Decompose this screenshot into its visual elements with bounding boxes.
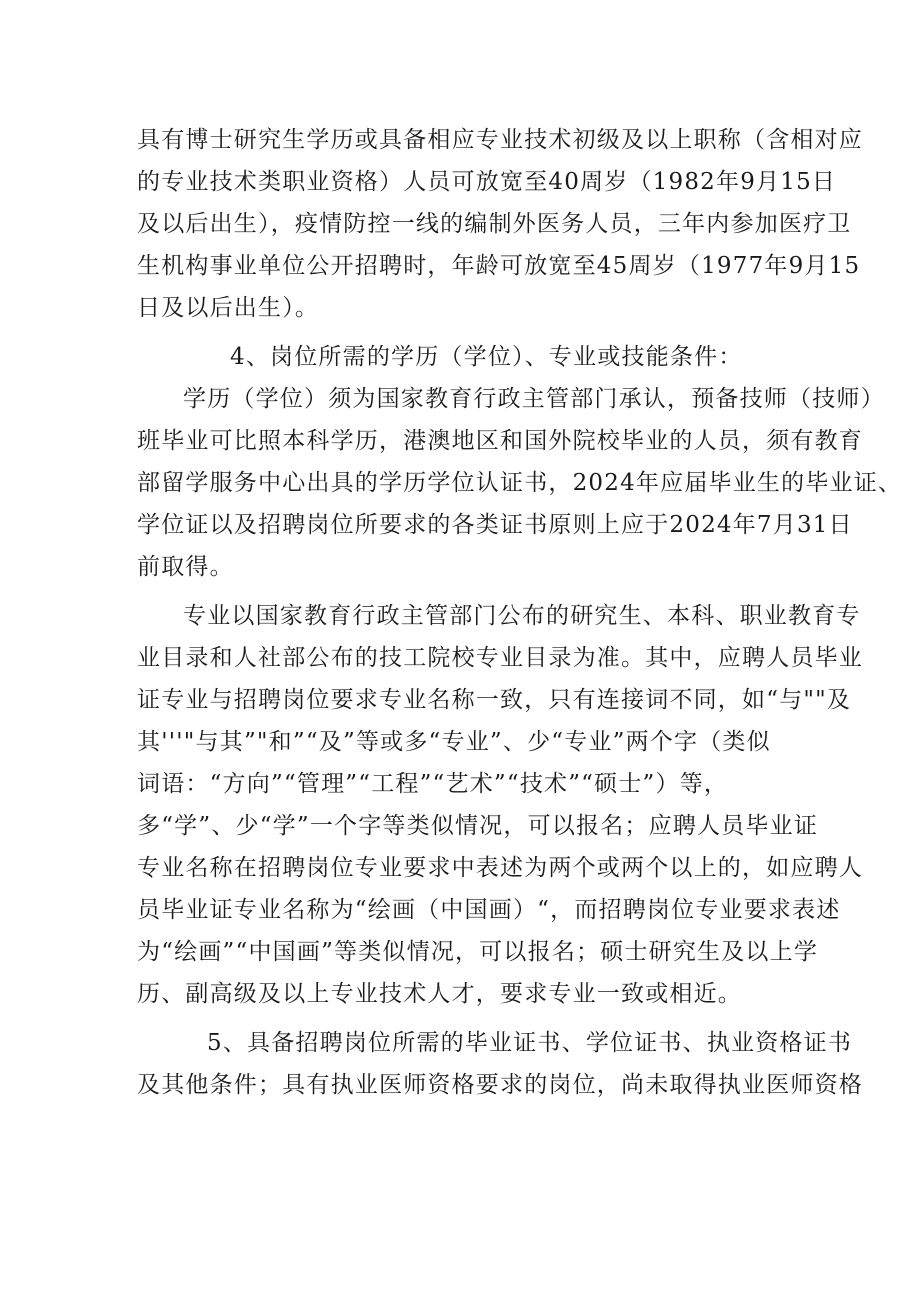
text-line: 部留学服务中心出具的学历学位认证书，2024年应届毕业生的毕业证、 bbox=[137, 470, 903, 496]
text-line: 具有博士研究生学历或具备相应专业技术初级及以上职称（含相对应 bbox=[137, 127, 863, 153]
text-line: 学位证以及招聘岗位所要求的各类证书原则上应于2024年7月31日 bbox=[137, 512, 853, 538]
text-line: 前取得。 bbox=[137, 554, 234, 580]
text-line: 历、副高级及以上专业技术人才，要求专业一致或相近。 bbox=[137, 981, 742, 1007]
paragraph-first-line: 专业以国家教育行政主管部门公布的研究生、本科、职业教育专 bbox=[183, 603, 861, 629]
text-line: 其'''"与其”"和”“及”等或多“专业”、少“专业”两个字（类似 bbox=[137, 729, 771, 755]
text-line: 专业名称在招聘岗位专业要求中表述为两个或两个以上的，如应聘人 bbox=[137, 855, 863, 881]
text-line: 为“绘画”“中国画”等类似情况，可以报名；硕士研究生及以上学 bbox=[137, 939, 819, 965]
text-line: 班毕业可比照本科学历，港澳地区和国外院校毕业的人员，须有教育 bbox=[137, 428, 863, 454]
text-line: 日及以后出生）。 bbox=[137, 295, 320, 321]
text-line: 词语：“方向”“管理”“工程”“艺术”“技术”“硕士”）等， bbox=[137, 771, 729, 797]
text-line: 及其他条件；具有执业医师资格要求的岗位，尚未取得执业医师资格 bbox=[137, 1072, 863, 1098]
text-line: 的专业技术类职业资格）人员可放宽至40周岁（1982年9月15日 bbox=[137, 169, 837, 195]
paragraph-first-line: 5、具备招聘岗位所需的毕业证书、学位证书、执业资格证书 bbox=[207, 1030, 853, 1056]
text-line: 业目录和人社部公布的技工院校专业目录为准。其中，应聘人员毕业 bbox=[137, 645, 863, 671]
text-line: 证专业与招聘岗位要求专业名称一致，只有连接词不同，如“与""及 bbox=[137, 687, 852, 713]
section-heading: 4、岗位所需的学历（学位）、专业或技能条件： bbox=[230, 344, 743, 370]
text-line: 生机构事业单位公开招聘时，年龄可放宽至45周岁（1977年9月15 bbox=[137, 253, 861, 279]
text-line: 员毕业证专业名称为“绘画（中国画）“，而招聘岗位专业要求表述 bbox=[137, 897, 841, 923]
text-line: 及以后出生），疫情防控一线的编制外医务人员，三年内参加医疗卫 bbox=[137, 211, 852, 237]
paragraph-first-line: 学历（学位）须为国家教育行政主管部门承认，预备技师（技师） bbox=[183, 386, 885, 412]
text-line: 多“学”、少“学”一个字等类似情况，可以报名；应聘人员毕业证 bbox=[137, 813, 819, 839]
